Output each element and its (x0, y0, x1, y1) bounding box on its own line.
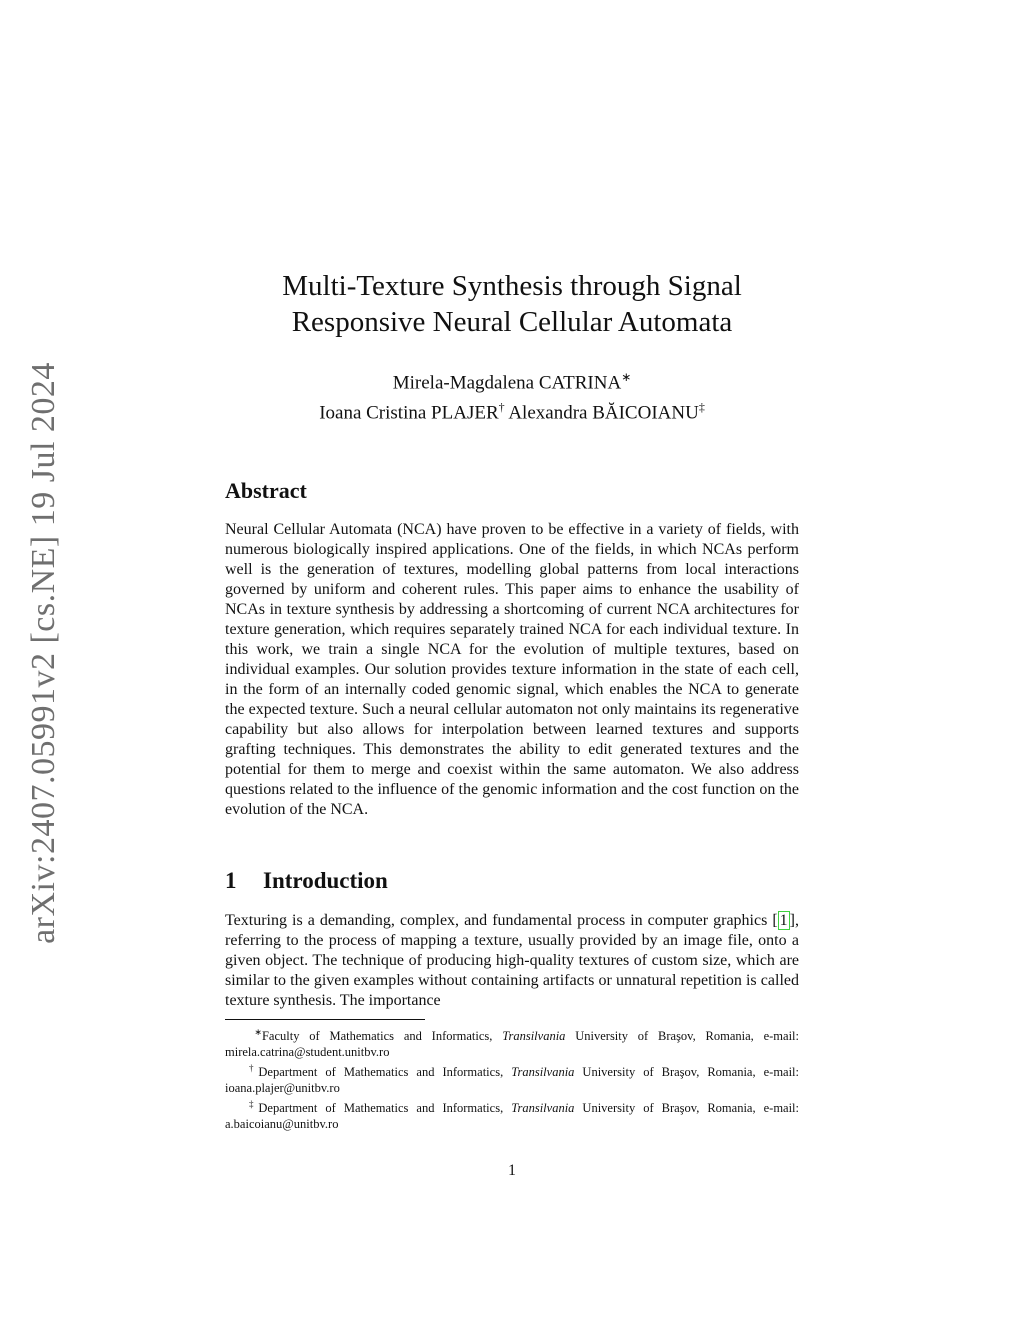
introduction-paragraph (225, 911, 799, 1011)
footnote-university: Transilvania (502, 1029, 566, 1044)
footnote-text: Faculty of Mathematics and Informatics, (261, 1029, 503, 1044)
section-number: 1 (225, 868, 237, 893)
footnote-text: Department of Mathematics and Informatics, (258, 1101, 512, 1116)
title-line-2: Responsive Neural Cellular Automata (291, 306, 733, 338)
footnote-text: University of Braşov, Romania, e-mail: ioana.plajer@unitbv.ro (225, 1065, 800, 1096)
footnote-university: Transilvania (511, 1101, 575, 1116)
author-mark: ‡ (698, 400, 705, 415)
abstract-heading: Abstract (225, 478, 307, 503)
title-line-1: Multi-Texture Synthesis through Signal (282, 270, 742, 302)
author-mark: † (498, 400, 505, 415)
footnote-mark: † (249, 1063, 259, 1074)
arxiv-stamp (20, 362, 68, 944)
intro-text: Texturing is a demanding, complex, and fundamental process in computer graphics (225, 912, 773, 929)
author-name: Alexandra BĂICOIANU (508, 402, 699, 424)
author-name: Ioana Cristina PLAJER (319, 402, 499, 424)
section-heading (225, 868, 388, 894)
footnote-university: Transilvania (511, 1065, 575, 1080)
footnotes (225, 1024, 799, 1132)
author-list (200, 365, 824, 426)
footnote-rule (225, 1019, 425, 1020)
footnote-mark: ‡ (249, 1099, 259, 1110)
citation-number[interactable]: 1 (779, 912, 788, 929)
footnote-text: University of Braşov, Romania, e-mail: a.baicoianu@unitbv.ro (225, 1101, 800, 1132)
footnote (225, 1060, 799, 1096)
citation-link[interactable]: [ 1 ] (772, 912, 795, 929)
intro-text-continued: , referring to the process of mapping a texture, usually provided by an image file, onto a given object. The technique of producing high-quality textures of custom size, which are similar to the given examples without containing artifacts or unnatural repetition is called texture synthesis. The importance (225, 912, 799, 1009)
footnote (225, 1096, 799, 1132)
author-name: Mirela-Magdalena CATRINA (392, 372, 622, 394)
author-mark: ∗ (621, 370, 632, 384)
arxiv-identifier: arXiv:2407.05991v2 [cs.NE] 19 Jul 2024 (25, 362, 63, 944)
section-title: Introduction (263, 868, 388, 893)
footnote-text: University of Braşov, Romania, e-mail: mirela.catrina@student.unitbv.ro (225, 1029, 799, 1060)
footnote-text: Department of Mathematics and Informatics, (258, 1065, 512, 1080)
abstract-text: Neural Cellular Automata (NCA) have proven to be effective in a variety of fields, with numerous biologically inspired applications. One of the fields, in which NCAs perform well is the generation of textures, modelling global patterns from local interactions governed by uniform and coherent rules. This paper aims to enhance the usability of NCAs in texture synthesis by addressing a shortcoming of current NCA architectures for texture generation, which requires separately trained NCA for each individual texture. In this work, we train a single NCA for the evolution of multiple textures, based on individual examples. Our solution provides texture information in the state of each cell, in the form of an internally coded genomic signal, which enables the NCA to generate the expected texture. Such a neural cellular automaton not only maintains its regenerative capability but also allows for interpolation between learned textures and supports grafting techniques. This demonstrates the ability to edit generated textures and the potential for them to merge and coexist within the same automaton. We also address questions related to the influence of the genomic information and the cost function on the evolution of the NCA. (225, 521, 799, 818)
page-number: 1 (508, 1162, 516, 1179)
paper-title (200, 268, 824, 340)
footnote (225, 1024, 799, 1060)
footnote-mark: ∗ (254, 1027, 262, 1037)
